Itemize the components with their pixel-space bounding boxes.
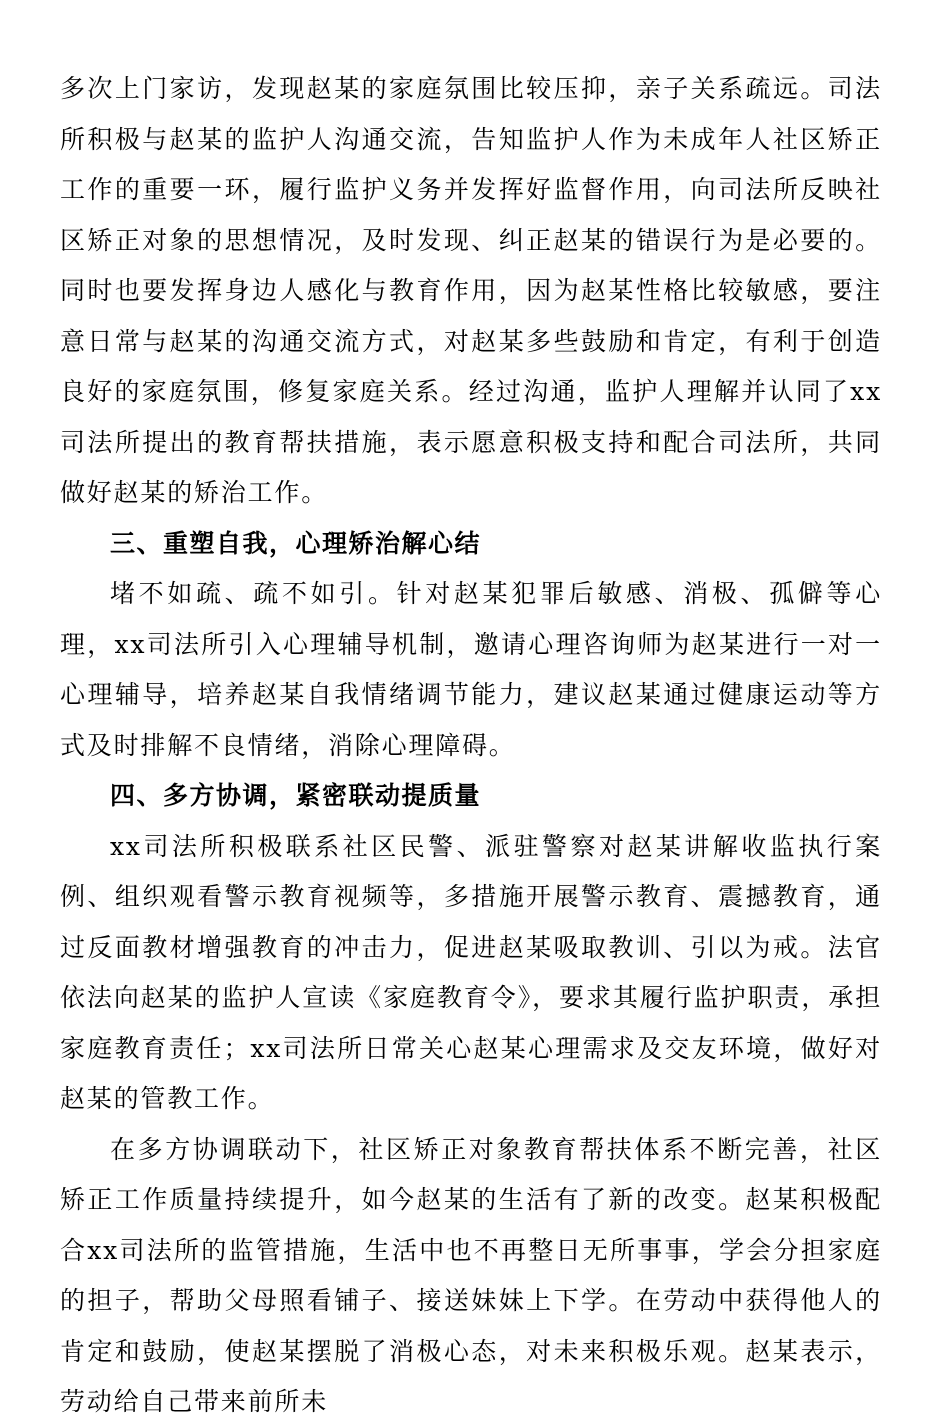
- document-page: [60, 64, 882, 1428]
- paragraph-outcome: 在多方协调联动下，社区矫正对象教育帮扶体系不断完善，社区矫正工作质量持续提升，如今赵某的生活有了新的改变。赵某积极配合xx司法所的监管措施，生活中也不再整日无所事事，学会分担家庭的担子，帮助父母照看铺子、接送妹妹上下学。在劳动中获得他人的肯定和鼓励，使赵某摆脱了消极心态，对未来积极乐观。赵某表示，劳动给自己带来前所未: [60, 1134, 882, 1416]
- paragraph-psychological-counseling: 堵不如疏、疏不如引。针对赵某犯罪后敏感、消极、孤僻等心理，xx司法所引入心理辅导机制，邀请心理咨询师为赵某进行一对一心理辅导，培养赵某自我情绪调节能力，建议赵某通过健康运动等方式及时排解不良情绪，消除心理障碍。: [60, 579, 882, 760]
- paragraph-family-visits: 多次上门家访，发现赵某的家庭氛围比较压抑，亲子关系疏远。司法所积极与赵某的监护人沟通交流，告知监护人作为未成年人社区矫正工作的重要一环，履行监护义务并发挥好监督作用，向司法所反映社区矫正对象的思想情况，及时发现、纠正赵某的错误行为是必要的。同时也要发挥身边人感化与教育作用，因为赵某性格比较敏感，要注意日常与赵某的沟通交流方式，对赵某多些鼓励和肯定，有利于创造良好的家庭氛围，修复家庭关系。经过沟通，监护人理解并认同了xx司法所提出的教育帮扶措施，表示愿意积极支持和配合司法所，共同做好赵某的矫治工作。: [60, 74, 882, 507]
- section-heading-3: 三、重塑自我，心理矫治解心结: [110, 528, 482, 558]
- section-heading-4: 四、多方协调，紧密联动提质量: [110, 781, 482, 810]
- paragraph-multi-party-coordination: xx司法所积极联系社区民警、派驻警察对赵某讲解收监执行案例、组织观看警示教育视频等，多措施开展警示教育、震撼教育，通过反面教材增强教育的冲击力，促进赵某吸取教训、引以为戒。法官依法向赵某的监护人宣读《家庭教育令》，要求其履行监护职责，承担家庭教育责任；xx司法所日常关心赵某心理需求及交友环境，做好对赵某的管教工作。: [60, 831, 882, 1113]
